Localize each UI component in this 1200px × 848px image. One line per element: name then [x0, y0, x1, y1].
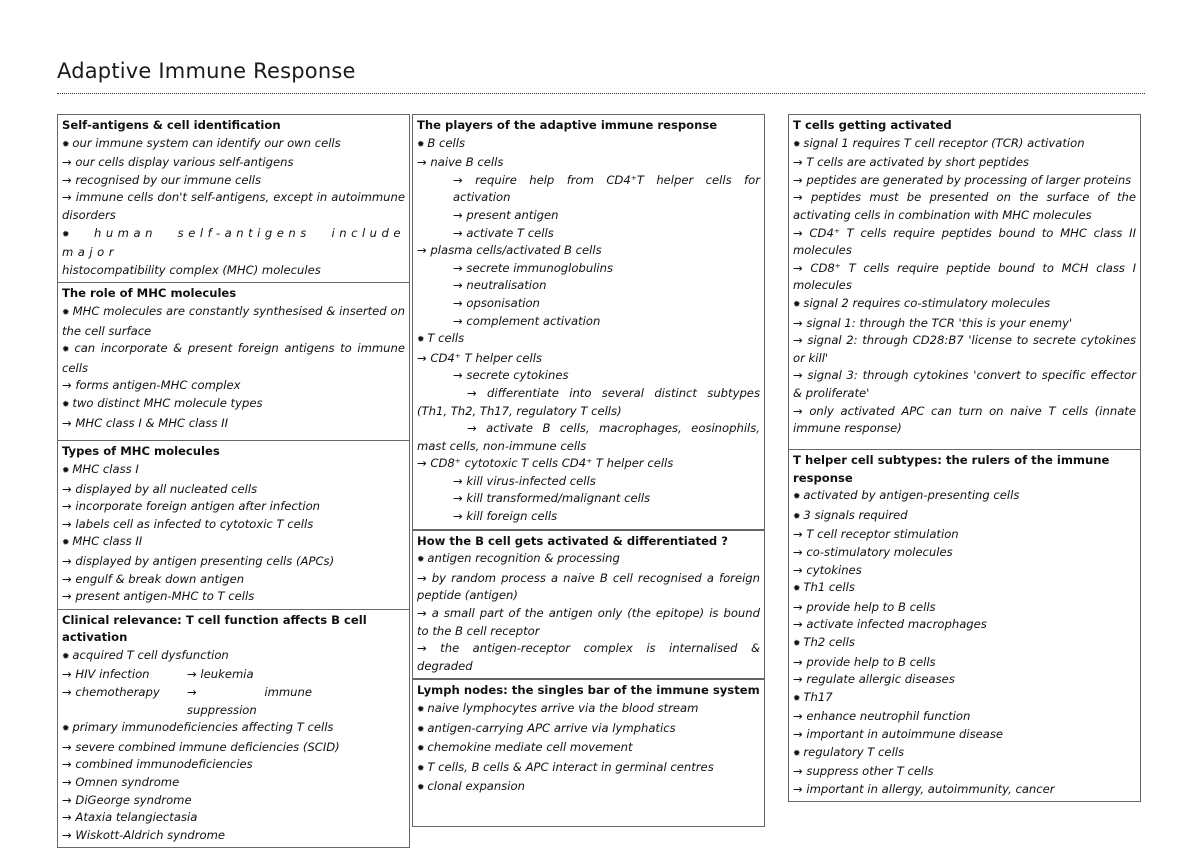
arrow-item: → CD4⁺ T cells require peptides bound to MHC class II molecules: [793, 225, 1136, 258]
arrow-item: → co-stimulatory molecules: [793, 544, 953, 559]
arrow-item: → T cell receptor stimulation: [793, 527, 959, 542]
arrow-item: → present antigen-MHC to T cells: [62, 589, 255, 604]
arrow-item: → incorporate foreign antigen after infection: [62, 499, 321, 514]
section-heading: T cells getting activated: [793, 118, 952, 132]
arrow-item: [62, 666, 405, 684]
bullet-item: ✹ T cells: [417, 330, 760, 350]
arrow-item: → activate B cells, macrophages, eosinophils, mast cells, non-immune cells: [417, 421, 760, 453]
bullet-item: ✹ acquired T cell dysfunction: [62, 647, 405, 667]
column-left: [57, 114, 410, 848]
arrow-item: → Omnen syndrome: [62, 775, 180, 790]
section-clinical-relevance-t-cell-function-affec: [57, 610, 410, 848]
section-the-role-of-mhc-molecules: [57, 283, 410, 441]
arrow-item: → kill foreign cells: [453, 509, 558, 524]
arrow-item: → provide help to B cells: [793, 599, 936, 614]
arrow-item: → important in allergy, autoimmunity, cancer: [793, 781, 1055, 796]
bullet-item: ✹ our immune system can identify our own cells: [62, 135, 405, 155]
arrow-item: → kill virus-infected cells: [453, 473, 596, 488]
bullet-item: ✹ Th2 cells: [793, 634, 1136, 654]
bullet-item: ✹ Th1 cells: [793, 579, 1136, 599]
arrow-item: → the antigen-receptor complex is internalised & degraded: [417, 641, 760, 673]
bullet-item: ✹ regulatory T cells: [793, 744, 1136, 764]
arrow-item: → plasma cells/activated B cells: [417, 243, 602, 258]
arrow-item: histocompatibility complex (MHC) molecules: [62, 262, 321, 277]
bullet-item: ✹ 3 signals required: [793, 507, 1136, 527]
arrow-item: → opsonisation: [453, 295, 540, 310]
arrow-item: → MHC class I & MHC class II: [62, 415, 229, 430]
bullet-item: ✹ MHC class II: [62, 533, 405, 553]
bullet-item: ✹ human self-antigens include major: [62, 225, 405, 262]
arrow-item: → provide help to B cells: [793, 654, 936, 669]
section-heading: T helper cell subtypes: the rulers of the immune response: [793, 453, 1110, 485]
arrow-item: → signal 2: through CD28:B7 'license to secrete cytokines or kill': [793, 333, 1136, 365]
split-item-right: → leukemia: [187, 667, 254, 682]
arrow-item: → cytokines: [793, 562, 862, 577]
arrow-item: → peptides must be presented on the surface of the activating cells in combination with MHC molecules: [793, 190, 1136, 222]
arrow-item: → secrete immunoglobulins: [453, 260, 614, 275]
arrow-item: → naive B cells: [417, 155, 504, 170]
split-item-left: → HIV infection: [62, 667, 150, 682]
arrow-item: → displayed by all nucleated cells: [62, 481, 258, 496]
bullet-item: ✹ Th17: [793, 689, 1136, 709]
section-heading: Self-antigens & cell identification: [62, 118, 281, 132]
arrow-item: → CD4⁺ T helper cells: [417, 350, 543, 365]
bullet-item: ✹ antigen recognition & processing: [417, 550, 760, 570]
section-heading: The role of MHC molecules: [62, 286, 237, 301]
section-t-helper-cell-subtypes-the-rulers-of-the: [788, 450, 1141, 802]
arrow-item: → only activated APC can turn on naive T cells (innate immune response): [793, 403, 1136, 436]
bullet-item: ✹ activated by antigen-presenting cells: [793, 487, 1136, 507]
arrow-item: → a small part of the antigen only (the epitope) is bound to the B cell receptor: [417, 606, 760, 638]
column-right: [788, 114, 1141, 802]
title-divider: [57, 93, 1145, 94]
arrow-item: → signal 1: through the TCR 'this is your enemy': [793, 315, 1073, 330]
arrow-item: → complement activation: [453, 313, 601, 328]
arrow-item: → CD8⁺ cytotoxic T cells CD4⁺ T helper cells: [417, 456, 674, 471]
arrow-item: → forms antigen-MHC complex: [62, 378, 241, 393]
arrow-item: → important in autoimmune disease: [793, 726, 1004, 741]
arrow-item: → suppress other T cells: [793, 764, 934, 779]
bullet-item: ✹ signal 1 requires T cell receptor (TCR) activation: [793, 135, 1136, 155]
arrow-item: → T cells are activated by short peptides: [793, 155, 1030, 170]
bullet-item: ✹ primary immunodeficiencies affecting T cells: [62, 719, 405, 739]
section-t-cells-getting-activated: [788, 114, 1141, 450]
bullet-item: ✹ naive lymphocytes arrive via the blood stream: [417, 700, 760, 720]
arrow-item: → severe combined immune deficiencies (SCID): [62, 739, 340, 754]
section-how-the-b-cell-gets-activated-differenti: [412, 530, 765, 680]
arrow-item: → Wiskott-Aldrich syndrome: [62, 827, 226, 842]
arrow-item: → by random process a naive B cell recognised a foreign peptide (antigen): [417, 570, 760, 603]
arrow-item: → CD8⁺ T cells require peptide bound to MCH class I molecules: [793, 260, 1136, 293]
bullet-item: ✹ can incorporate & present foreign antigens to immune cells: [62, 340, 405, 377]
arrow-item: → DiGeorge syndrome: [62, 792, 192, 807]
arrow-item: → require help from CD4⁺T helper cells for activation: [453, 172, 760, 205]
bullet-item: ✹ B cells: [417, 135, 760, 155]
arrow-item: → activate T cells: [453, 225, 554, 240]
arrow-item: → signal 3: through cytokines 'convert to specific effector & proliferate': [793, 368, 1136, 400]
section-heading: Clinical relevance: T cell function affects B cell activation: [62, 612, 367, 645]
section-heading: How the B cell gets activated & differentiated ?: [417, 533, 728, 548]
section-the-players-of-the-adaptive-immune-respo: [412, 114, 765, 530]
arrow-item: → differentiate into several distinct subtypes (Th1, Th2, Th17, regulatory T cells): [417, 385, 760, 418]
arrow-item: → labels cell as infected to cytotoxic T cells: [62, 516, 314, 531]
arrow-item: → displayed by antigen presenting cells (APCs): [62, 553, 335, 568]
arrow-item: → immune cells don't self-antigens, except in autoimmune disorders: [62, 190, 405, 222]
arrow-item: → recognised by our immune cells: [62, 172, 262, 187]
section-self-antigens-cell-identification: [57, 114, 410, 283]
arrow-item: → regulate allergic diseases: [793, 672, 955, 687]
page-title: Adaptive Immune Response: [57, 59, 356, 83]
arrow-item: → engulf & break down antigen: [62, 571, 245, 586]
arrow-item: → kill transformed/malignant cells: [453, 491, 651, 506]
arrow-item: → activate infected macrophages: [793, 617, 987, 632]
column-middle: [412, 114, 765, 827]
section-lymph-nodes-the-singles-bar-of-the-immun: [412, 679, 765, 827]
section-heading: Types of MHC molecules: [62, 444, 220, 459]
section-heading: The players of the adaptive immune response: [417, 118, 718, 132]
arrow-item: → neutralisation: [453, 278, 547, 293]
section-heading: Lymph nodes: the singles bar of the immune system: [417, 683, 760, 698]
bullet-item: ✹ MHC molecules are constantly synthesised & inserted on the cell surface: [62, 303, 405, 340]
arrow-item: → combined immunodeficiencies: [62, 757, 253, 772]
bullet-item: ✹ signal 2 requires co-stimulatory molecules: [793, 295, 1136, 315]
split-item-left: → chemotherapy: [62, 685, 160, 700]
arrow-item: [62, 684, 405, 719]
arrow-item: → enhance neutrophil function: [793, 709, 971, 724]
bullet-item: ✹ clonal expansion: [417, 778, 760, 798]
arrow-item: → peptides are generated by processing of larger proteins: [793, 172, 1132, 187]
bullet-item: ✹ chemokine mediate cell movement: [417, 739, 760, 759]
split-item-right: → immune suppression: [187, 685, 312, 717]
arrow-item: → our cells display various self-antigens: [62, 155, 294, 170]
section-types-of-mhc-molecules: [57, 441, 410, 609]
bullet-item: ✹ MHC class I: [62, 461, 405, 481]
bullet-item: ✹ T cells, B cells & APC interact in germinal centres: [417, 759, 760, 779]
arrow-item: → Ataxia telangiectasia: [62, 810, 198, 825]
bullet-item: ✹ antigen-carrying APC arrive via lymphatics: [417, 720, 760, 740]
arrow-item: → present antigen: [453, 207, 559, 222]
bullet-item: ✹ two distinct MHC molecule types: [62, 395, 405, 415]
arrow-item: → secrete cytokines: [453, 368, 569, 383]
